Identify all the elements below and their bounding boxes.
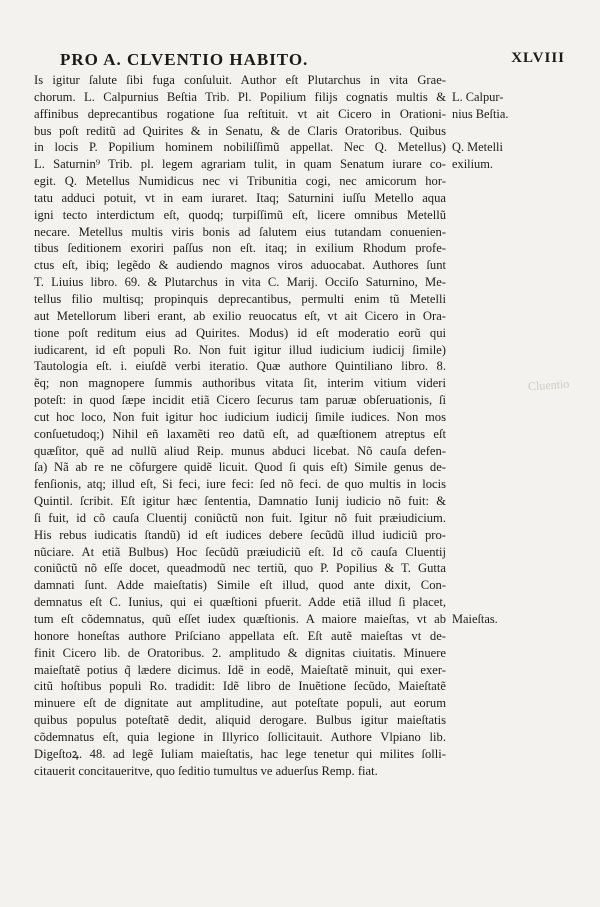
text-line: citauerit concitaueritve, quo ſeditio tumultus ve aduerſus Remp. fiat. [34, 763, 378, 778]
text-line: L. Saturnin⁹ Trib. pl. legem agrariam tulit, in quam Senatum iurare co- [34, 157, 446, 172]
text-line: tibus ſeditionem exoriri paſſus non eſt. itaq; in exilium Rhodum profe- [34, 241, 446, 256]
text-line: cõdemnatus eſt, quia legione in Illyrico ſollicitauit. Authore Vlpiano lib. [34, 729, 446, 744]
text-line: ſi fuit, id cõ cauſa Cluentij coniũctũ non fuit. Igitur nõ fuit præiudicium. [34, 510, 446, 525]
text-line: finit Cicero lib. de Oratoribus. 2. amplitudo & dignitas ciuitatis. Minuere [34, 645, 446, 660]
text-line: honore honeſtas authore Priſciano appellata eſt. Eſt autẽ maieſtas vt de- [34, 628, 446, 643]
text-line: fenſionis, atq; illud eſt, Si feci, iure feci: ſed nõ feci. de quo multis in locis [34, 477, 446, 492]
marginal-note: nius Beſtia. [452, 106, 509, 121]
text-line: coniũctũ nõ eſſe docet, queadmodũ nec tertiũ, quo P. Popilius & T. Gutta [34, 561, 446, 576]
text-line: chorum. L. Calpurnius Beſtia Trib. Pl. Popilium filijs cognatis multis & [34, 89, 446, 104]
text-line: citũ hoſtibus populi Ro. tradidit: Idẽ libro de Inuẽtione ſecũdo, Maieſtatẽ [34, 679, 446, 694]
running-title: PRO A. CLVENTIO HABITO. [60, 50, 309, 69]
text-line: poteſt: in quod ſæpe incidit etiã Cicero ſecurus tam paruæ obſeruationis, ſi [34, 393, 446, 408]
text-line: aut Metellorum liberi erant, ab exilio reuocatus eſt, vt ait Cicero in Ora- [34, 308, 446, 323]
text-line: egit. Q. Metellus Numidicus nec vi Tribunitia cogi, nec amicorum hor- [34, 174, 446, 189]
show-through-text: Cluentio [527, 376, 570, 394]
text-line: demnatus eſt C. Iunius, qui ei quæſtioni pfuerit. Adde etiã illud ſi placet, [34, 595, 446, 610]
text-line: iudicarent, id eſt populi Ro. Non fuit igitur illud iudicium iudicij ſimile) [34, 342, 446, 357]
text-line: minuere eſt de dignitate aut amplitudine, aut poteſtate populi, aut eorum [34, 696, 446, 711]
marginal-note: Maieſtas. [452, 612, 498, 627]
marginal-note: exilium. [452, 157, 493, 172]
text-line: tione poſt reditum eius ad Quirites. Modus) id eſt moderatio eorũ qui [34, 325, 446, 340]
text-line: damnati ſunt. Adde maieſtatis) Simile eſt illud, quod ante dixit, Con- [34, 578, 446, 593]
marginal-note: L. Calpur- [452, 89, 504, 104]
text-line: igni tecto interdictum eſt, quodq; turpiſſimũ eſt, licere omnibus Metellũ [34, 207, 446, 222]
text-line: bus poſt reditũ ad Quirites & in Senatu, & de Claris Oratoribus. Quibus [34, 123, 446, 138]
text-line: quæſitor, quẽ ad nullũ aliud Reip. munus abduci licebat. Nõ cauſa defen- [34, 443, 446, 458]
text-line: tum eſt cõdemnatus, quũ eſſet iudex quæſtionis. A maiore maieſtas, vt ab [34, 612, 446, 626]
folio-number: XLVIII [511, 50, 565, 66]
text-line: conſuetudoq;) Nihil eñ laxamẽti reo datũ eſt, ad quæſtionem atreptus eſt [34, 426, 446, 441]
text-line: ẽq; non magnopere ſummis authoribus vitata ſit, interim vitium videri [34, 376, 446, 391]
text-line: nũciare. At etiã Bulbus) Hoc ſecũdũ præiudiciũ eſt. Id cõ cauſa Cluentij [34, 544, 446, 559]
running-head [60, 50, 565, 70]
text-line: necare. Metellus multis viris bonis ad ſalutem eius tutandam conuenien- [34, 224, 446, 239]
text-line: tellus filio multisq; propinquis deprecantibus, permulti enim tũ Metelli [34, 291, 446, 306]
text-line: Quintil. ſcribit. Eſt igitur hæc ſententia, Damnatio Iunij iudicio nõ fuit: & [34, 494, 446, 509]
text-line: Digeſtoꝝ. 48. ad legẽ Iuliam maieſtatis, hac lege tenetur qui milites ſolli- [34, 746, 446, 761]
text-line: cut hoc loco, Non fuit igitur hoc iudicium iudicij ſimile iudices. Non mos [34, 409, 446, 424]
marginal-note: Q. Metelli [452, 140, 503, 155]
text-line: His rebus iudicatis ſtandũ) id eſt iudices debere ſecũdũ illud iudiciũ pro- [34, 527, 446, 542]
text-line: Is igitur ſalute ſibi fuga conſuluit. Author eſt Plutarchus in vita Grae- [34, 73, 446, 87]
text-line: Tautologia eſt. i. eiuſdẽ verbi iteratio. Quæ authore Quintiliano libro. 8. [34, 359, 446, 374]
body-text [34, 72, 446, 779]
text-line: affinibus deprecantibus rogatione ſua reſtituit. vt ait Cicero in Orationi- [34, 106, 446, 121]
text-line: T. Liuius libro. 69. & Plutarchus in vita C. Marij. Occiſo Saturnino, Me- [34, 275, 446, 290]
text-line: tatu adduci potuit, vt in eam iuraret. Itaq; Saturnini iuſſu Metello aqua [34, 190, 446, 205]
text-line: ctus eſt, ibiq; legẽdo & audiendo magnos viros aduocabat. Authores ſunt [34, 258, 446, 273]
text-line: in locis P. Popilium hominem nobiliſſimũ appellat. Nec Q. Metellus) [34, 140, 446, 155]
text-line: quibus populus poteſtatẽ dedit, aliquid derogare. Bulbus igitur maieſtatis [34, 713, 446, 728]
text-line: ſa) Nã ab re ne cõfurgere quidẽ licuit. Quod ſi quis eſt) Simile genus de- [34, 460, 446, 475]
text-line: maieſtatẽ potius q̃ lædere dicimus. Idẽ in eodẽ, Maieſtatẽ minuit, qui exer- [34, 662, 446, 677]
